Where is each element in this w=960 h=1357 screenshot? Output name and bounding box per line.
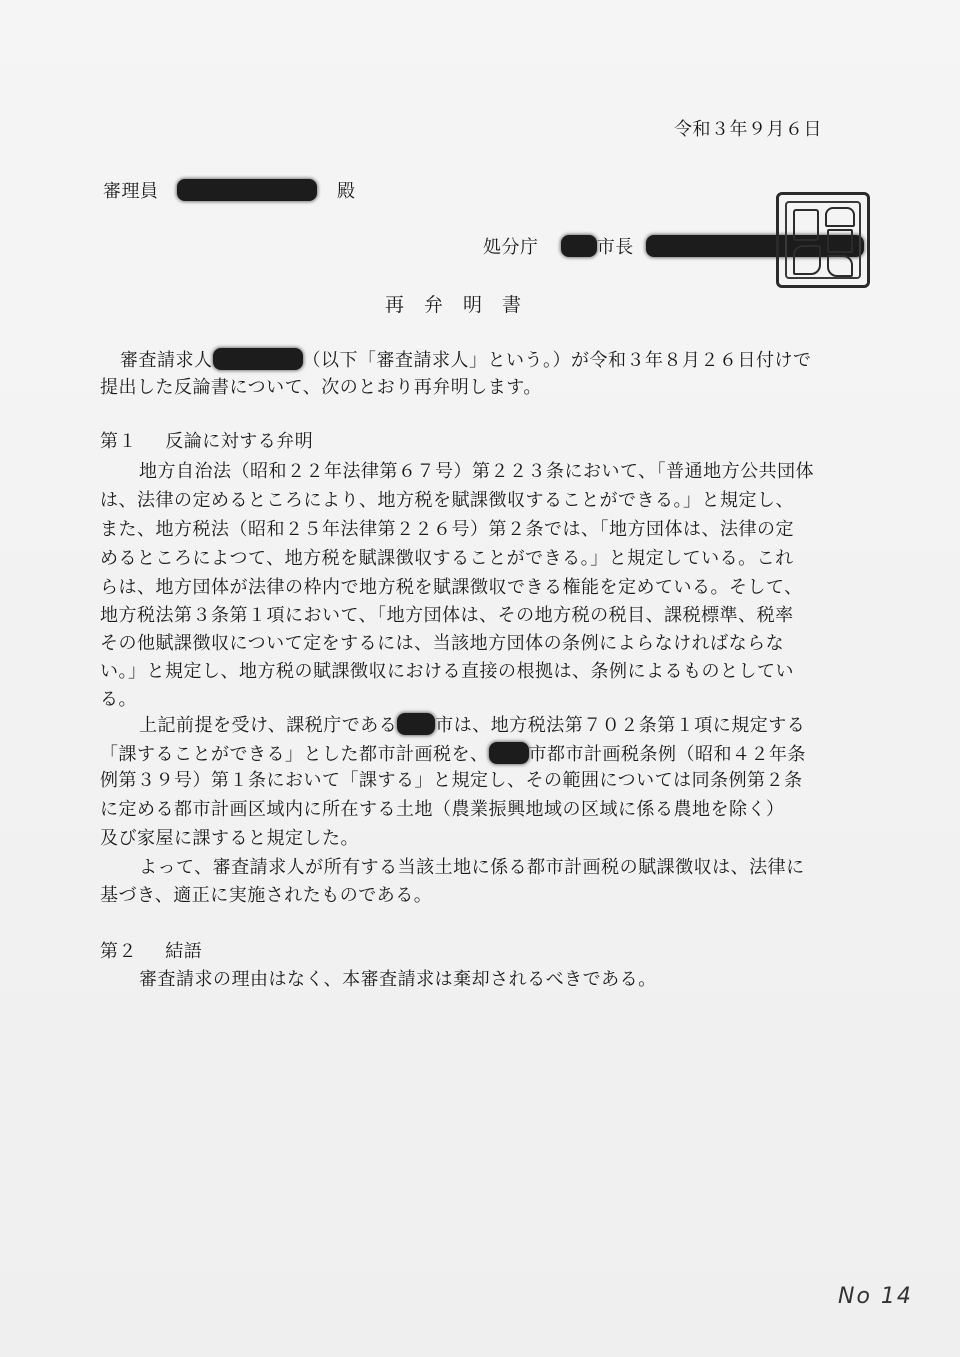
official-seal [776,192,870,288]
section1-heading: 第１ 反論に対する弁明 [100,431,314,452]
redacted-city-name [397,713,435,735]
section1-line: い。」と規定し、地方税の賦課徴収における直接の根拠は、条例によるものとしてい [100,661,794,682]
section1-p2-line: 例第３９号）第１条において「課する」と規定し、その範囲については同条例第２条 [100,770,803,791]
section1-line: 地方自治法（昭和２２年法律第６７号）第２２３条において、「普通地方公共団体 [139,461,815,482]
section1-line: 地方税法第３条第１項において、「地方団体は、その地方税の税目、課税標準、税率 [100,605,794,626]
section1-line: めるところによつて、地方税を賦課徴収することができる。」と規定している。これ [100,548,794,569]
section1-line: また、地方税法（昭和２５年法律第２２６号）第２条では、「地方団体は、法律の定 [100,519,794,540]
section2-heading: 第２ 結語 [100,941,203,962]
section1-p2-line-2: 「課することができる」とした都市計画税を、 市都市計画税条例（昭和４２年条 [100,744,806,765]
section1-line: その他賦課徴収について定をするには、当該地方団体の条例によらなければならな [100,633,785,654]
authority-title: 市長 [596,237,634,258]
section2-body: 審査請求の理由はなく、本審査請求は棄却されるべきである。 [139,969,657,990]
section1-p3-line: 基づき、適正に実施されたものである。 [100,885,433,906]
section1-line: る。 [100,689,137,710]
redacted-requester-name [213,348,303,370]
handwritten-page-note: No 14 [838,1284,913,1309]
intro-line-2: 提出した反論書について、次のとおり再弁明します。 [100,377,542,398]
section1-line: は、法律の定めるところにより、地方税を賦課徴収することができる。」と規定し、 [100,490,794,511]
document-title: 再弁明書 [385,294,542,316]
section1-p2-line: 及び家屋に課すると規定した。 [100,828,359,849]
section1-line: らは、地方団体が法律の枠内で地方税を賦課徴収できる権能を定めている。そして、 [100,577,803,598]
examiner-suffix: 殿 [336,181,356,202]
addressee-line [103,179,355,202]
redacted-city-name [489,742,529,764]
examiner-label: 審理員 [103,181,159,202]
authority-label: 処分庁 [483,237,539,258]
section1-p2-line-1: 上記前提を受け、課税庁である 市は、地方税法第７０２条第１項に規定する [139,715,806,736]
redacted-city-name [561,235,597,257]
section1-p2-line: に定める都市計画区域内に所在する土地（農業振興地域の区域に係る農地を除く） [100,799,785,820]
document-date: 令和３年９月６日 [674,119,822,140]
redacted-examiner-name [177,179,317,201]
section1-p3-line: よって、審査請求人が所有する当該土地に係る都市計画税の賦課徴収は、法律に [139,857,805,878]
intro-line-1: 審査請求人 （以下「審査請求人」という。）が令和３年８月２６日付けで [120,350,812,371]
